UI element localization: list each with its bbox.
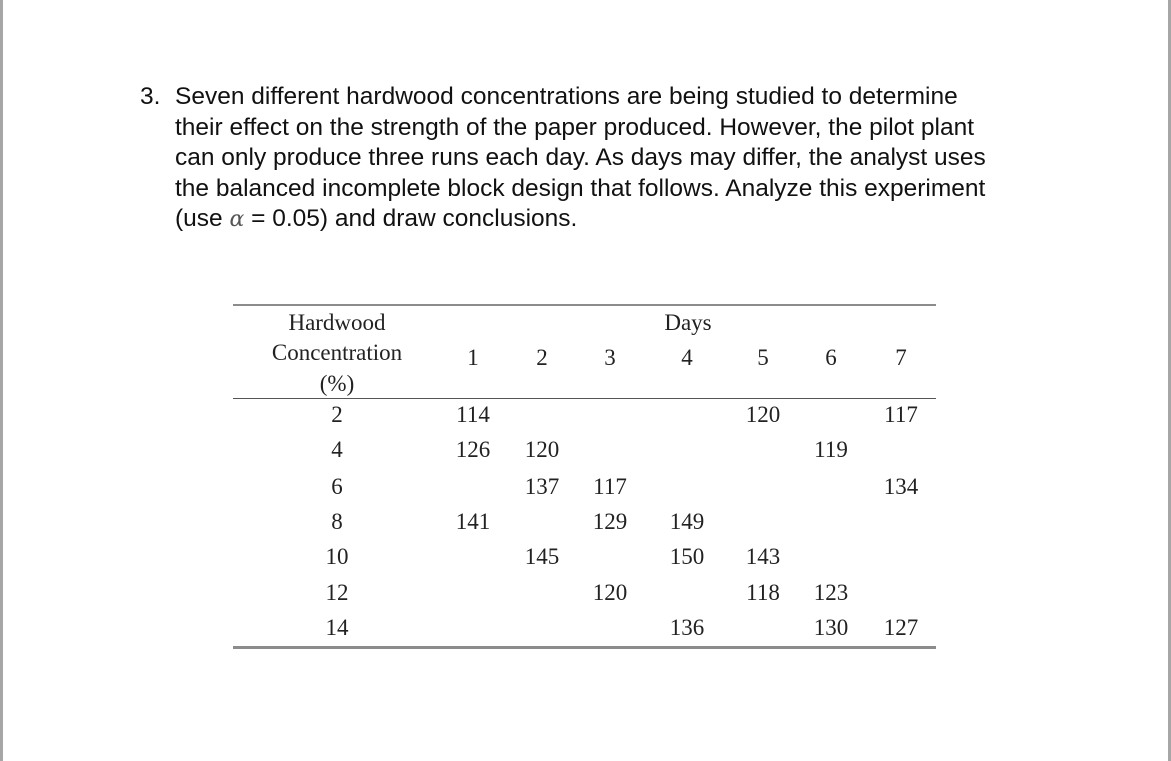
table-header-rule [233,398,936,399]
table-cell: 149 [669,509,705,534]
table-cell: 136 [669,615,705,640]
alpha-symbol: α [229,207,245,232]
table-cell: 118 [746,580,780,605]
table-cell: 119 [814,437,848,462]
day-header-1: 1 [467,345,479,370]
problem-line-3: can only produce three runs each day. As days may differ, the analyst uses [175,144,986,171]
concentration-label: 12 [325,580,349,605]
problem-line-1: Seven different hardwood concentrations are being studied to determine [175,83,958,110]
table-cell: 137 [524,474,560,499]
table-cell: 117 [593,474,627,499]
table-cell: 126 [455,437,491,462]
table-cell: 120 [592,580,628,605]
table-cell: 130 [813,615,849,640]
table-bottom-rule [233,646,936,649]
table-cell: 120 [745,402,781,427]
problem-line-5-suffix: = 0.05) and draw conclusions. [244,205,578,232]
problem-line-5 [140,204,1080,236]
problem-line-4: the balanced incomplete block design that follows. Analyze this experiment [175,174,986,202]
table-cell: 150 [669,544,705,569]
table-cell: 120 [524,437,560,462]
day-header-7: 7 [895,345,907,370]
concentration-label: 6 [331,474,343,499]
concentration-label: 14 [325,615,349,640]
table-cell: 134 [883,474,919,499]
table-cell: 141 [455,509,491,534]
day-header-6: 6 [825,345,837,370]
problem-line-5-prefix: (use [175,205,230,232]
table-top-rule [233,304,936,306]
table-cell: 127 [883,615,919,640]
row-header-line-1: Hardwood [288,310,386,335]
table-cell: 114 [456,402,490,427]
table-cell: 143 [745,544,781,569]
day-header-5: 5 [757,345,769,370]
concentration-label: 8 [331,509,343,534]
problem-number: 3. [140,83,161,110]
table-cell: 129 [592,509,628,534]
table-cell: 123 [813,580,849,605]
day-header-2: 2 [536,345,548,370]
days-label: Days [664,310,712,335]
table-cell: 117 [884,402,918,427]
row-header-line-2: Concentration [271,340,403,365]
problem-line-2: their effect on the strength of the paper produced. However, the pilot plant [175,113,975,141]
problem-text [140,82,1080,236]
row-header-line-3: (%) [319,371,355,396]
concentration-label: 10 [325,544,349,569]
concentration-label: 4 [331,437,343,462]
day-header-4: 4 [681,345,693,370]
day-header-3: 3 [604,345,616,370]
table-cell: 145 [524,544,560,569]
concentration-label: 2 [331,402,343,427]
